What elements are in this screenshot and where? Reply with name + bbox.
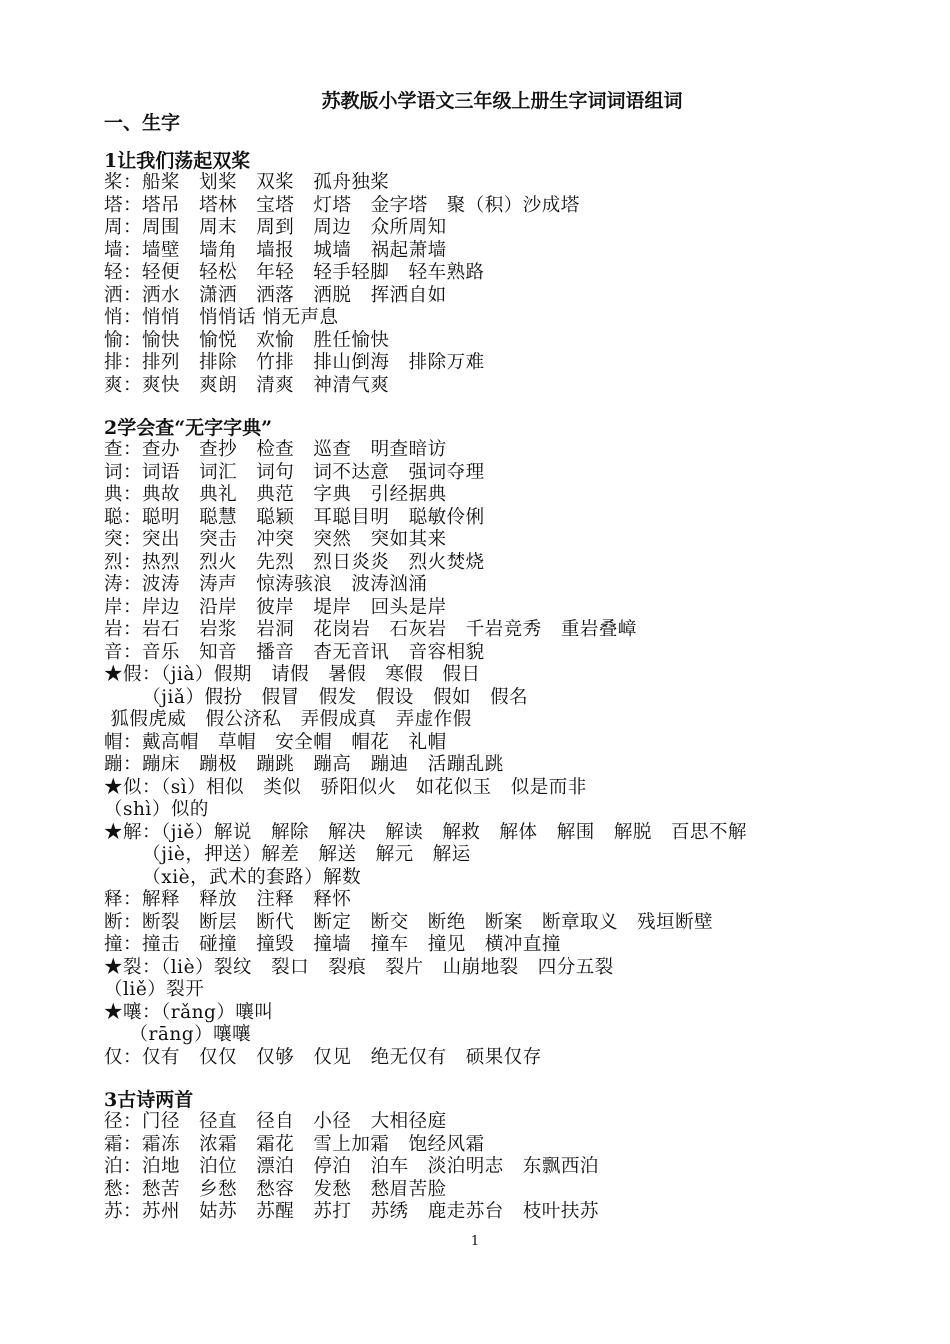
lesson-block [104,1089,934,1224]
lesson-block [104,150,934,397]
word-entry-line: 撞：撞击 碰撞 撞毁 撞墙 撞车 撞见 横冲直撞 [104,934,561,955]
word-entry-line: 桨：船桨 划桨 双桨 孤舟独桨 [104,172,390,193]
word-entry-line: 苏：苏州 姑苏 苏醒 苏打 苏绣 鹿走苏台 枝叶扶苏 [104,1201,599,1222]
word-entry-line: 排：排列 排除 竹排 排山倒海 排除万难 [104,352,485,373]
page-number: 1 [470,1234,480,1249]
word-entry-line: （liě）裂开 [104,979,205,1000]
word-entry-line: 霜：霜冻 浓霜 霜花 雪上加霜 饱经风霜 [104,1133,485,1155]
word-entry-line: 帽：戴高帽 草帽 安全帽 帽花 礼帽 [104,731,447,753]
word-entry-line: ★似：（sì）相似 类似 骄阳似火 如花似玉 似是而非 [104,776,587,798]
word-entry-line: 墙：墙壁 墙角 墙报 城墙 祸起萧墙 [104,239,447,261]
word-entry-line: 轻：轻便 轻松 年轻 轻手轻脚 轻车熟路 [104,262,485,283]
word-entry-line: 释：解释 释放 注释 释怀 [104,889,352,910]
word-entry-line: 词：词语 词汇 词句 词不达意 强词夺理 [104,461,485,483]
word-entry-line: 突：突出 突击 冲突 突然 突如其来 [104,529,447,550]
word-entry-line: 愁：愁苦 乡愁 愁容 发愁 愁眉苦脸 [104,1178,447,1200]
word-entry-line: 径：门径 径直 径自 小径 大相径庭 [104,1111,447,1132]
word-entry-line: 爽：爽快 爽朗 清爽 神清气爽 [104,374,390,396]
word-entry-line: 查：查办 查抄 检查 巡查 明查暗访 [104,439,447,460]
word-entry-line: 塔：塔吊 塔林 宝塔 灯塔 金字塔 聚（积）沙成塔 [104,194,580,216]
word-entry-line: 愉：愉快 愉悦 欢愉 胜任愉快 [104,329,390,351]
word-entry-line: 仅：仅有 仅仅 仅够 仅见 绝无仅有 硕果仅存 [104,1046,542,1068]
word-entry-line: 悄：悄悄 悄悄话 悄无声息 [104,307,339,328]
word-entry-line: 周：周围 周末 周到 周边 众所周知 [104,217,447,238]
word-entry-line: （xiè，武术的套路）解数 [104,866,362,888]
lesson-block [104,417,934,1069]
word-entry-line: ★解：（jiě）解说 解除 解决 解读 解救 解体 解围 解脱 百思不解 [104,821,747,843]
word-entry-line: ★嚷：（rǎng）嚷叫 [104,1001,274,1023]
word-entry-line: 岩：岩石 岩浆 岩洞 花岗岩 石灰岩 千岩竞秀 重岩叠嶂 [104,619,637,640]
section-heading: 一、生字 [104,112,181,134]
word-entry-line: 聪：聪明 聪慧 聪颖 耳聪目明 聪敏伶俐 [104,506,485,528]
word-entry-line: 典：典故 典礼 典范 字典 引经据典 [104,484,447,505]
lesson-list [104,150,934,1244]
document-title: 苏教版小学语文三年级上册生字词词语组词 [321,90,683,112]
lesson-heading: 3古诗两首 [104,1089,194,1111]
word-entry-line: 狐假虎威 假公济私 弄假成真 弄虚作假 [104,709,472,730]
word-entry-line: 岸：岸边 沿岸 彼岸 堤岸 回头是岸 [104,596,447,618]
lesson-heading: 1让我们荡起双桨 [104,150,251,172]
word-entry-line: 涛：波涛 涛声 惊涛骇浪 波涛汹涌 [104,574,428,595]
word-entry-line: 泊：泊地 泊位 漂泊 停泊 泊车 淡泊明志 东飘西泊 [104,1156,599,1177]
word-entry-line: 洒：洒水 潇洒 洒落 洒脱 挥洒自如 [104,284,447,306]
word-entry-line: （jiǎ）假扮 假冒 假发 假设 假如 假名 [104,686,529,708]
word-entry-line: （rāng）嚷嚷 [104,1024,252,1045]
word-entry-line: （jiè，押送）解差 解送 解元 解运 [104,844,471,865]
word-entry-line: （shì）似的 [104,799,209,820]
word-entry-line: 断：断裂 断层 断代 断定 断交 断绝 断案 断章取义 残垣断壁 [104,911,714,933]
word-entry-line: 烈：热烈 烈火 先烈 烈日炎炎 烈火焚烧 [104,551,485,573]
word-entry-line: 音：音乐 知音 播音 杳无音讯 音容相貌 [104,641,485,663]
word-entry-line: 蹦：蹦床 蹦极 蹦跳 蹦高 蹦迪 活蹦乱跳 [104,754,504,775]
word-entry-line: ★假：（jià）假期 请假 暑假 寒假 假日 [104,664,481,685]
word-entry-line: ★裂：（liè）裂纹 裂口 裂痕 裂片 山崩地裂 四分五裂 [104,956,614,978]
lesson-heading: 2学会查“无字字典” [104,417,273,439]
